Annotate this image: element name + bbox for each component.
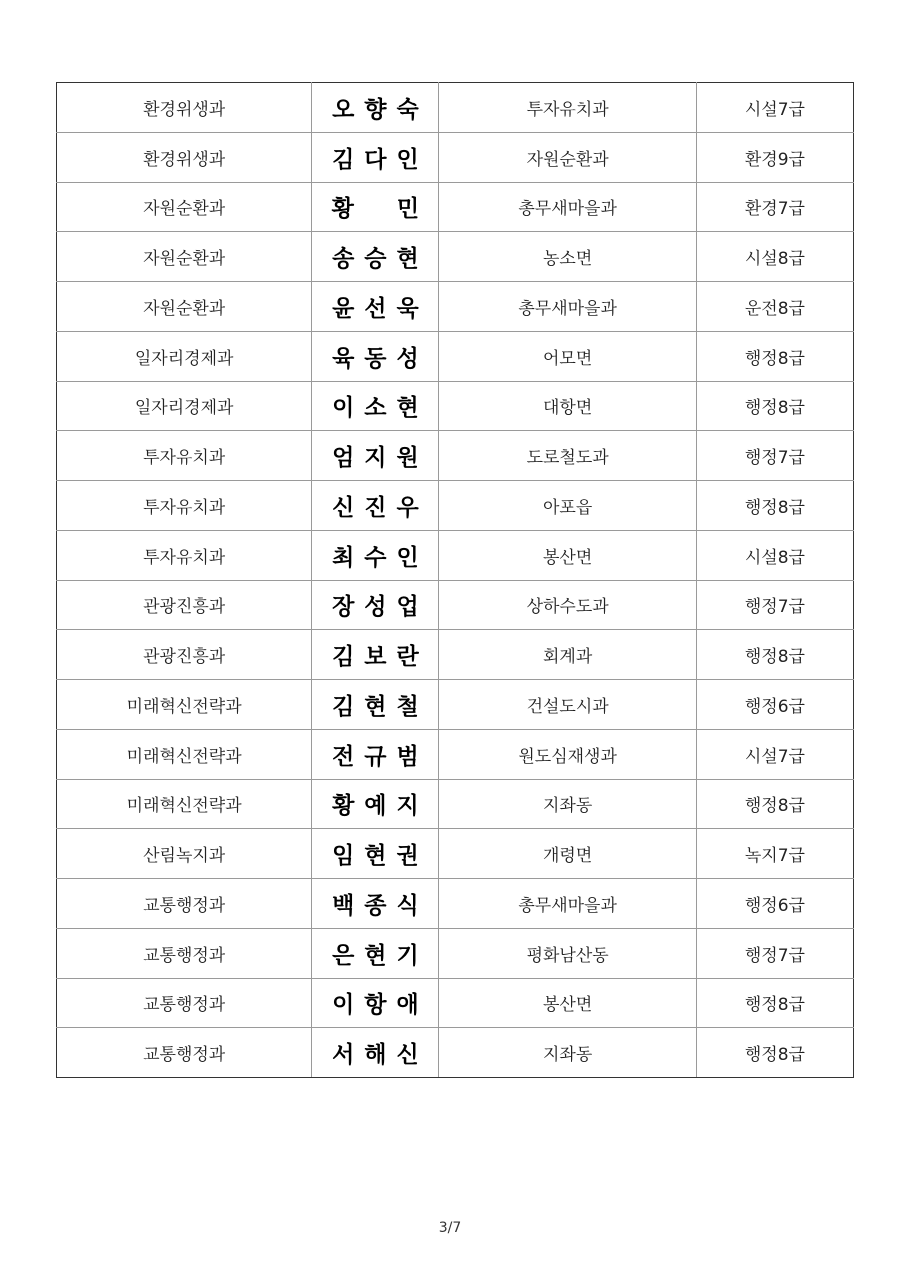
job-grade-cell: 행정8급 (696, 481, 853, 531)
job-grade-cell: 시설7급 (696, 83, 853, 133)
previous-department-cell: 자원순환과 (57, 232, 312, 282)
job-grade-cell: 행정7급 (696, 580, 853, 630)
table-row (57, 580, 854, 630)
previous-department-cell: 일자리경제과 (57, 381, 312, 431)
job-grade-cell: 시설7급 (696, 729, 853, 779)
previous-department-cell: 환경위생과 (57, 132, 312, 182)
new-department-cell: 도로철도과 (439, 431, 696, 481)
employee-name-cell: 서해신 (312, 1028, 439, 1078)
previous-department-cell: 일자리경제과 (57, 331, 312, 381)
employee-name-cell: 이항애 (312, 978, 439, 1028)
employee-name-cell: 윤선욱 (312, 282, 439, 332)
new-department-cell: 상하수도과 (439, 580, 696, 630)
new-department-cell: 봉산면 (439, 530, 696, 580)
job-grade-cell: 운전8급 (696, 282, 853, 332)
previous-department-cell: 교통행정과 (57, 978, 312, 1028)
page-number: 3/7 (438, 1220, 462, 1236)
table-row (57, 928, 854, 978)
previous-department-cell: 자원순환과 (57, 282, 312, 332)
employee-name-cell: 황예지 (312, 779, 439, 829)
previous-department-cell: 교통행정과 (57, 928, 312, 978)
new-department-cell: 지좌동 (439, 1028, 696, 1078)
table-row (57, 132, 854, 182)
new-department-cell: 어모면 (439, 331, 696, 381)
job-grade-cell: 행정8급 (696, 331, 853, 381)
new-department-cell: 투자유치과 (439, 83, 696, 133)
job-grade-cell: 환경7급 (696, 182, 853, 232)
new-department-cell: 총무새마을과 (439, 182, 696, 232)
job-grade-cell: 환경9급 (696, 132, 853, 182)
employee-name-cell: 장성업 (312, 580, 439, 630)
job-grade-cell: 행정8급 (696, 779, 853, 829)
new-department-cell: 자원순환과 (439, 132, 696, 182)
job-grade-cell: 행정7급 (696, 928, 853, 978)
previous-department-cell: 미래혁신전략과 (57, 680, 312, 730)
job-grade-cell: 시설8급 (696, 530, 853, 580)
table-row (57, 879, 854, 929)
previous-department-cell: 투자유치과 (57, 481, 312, 531)
table-row (57, 1028, 854, 1078)
table-row (57, 83, 854, 133)
previous-department-cell: 환경위생과 (57, 83, 312, 133)
job-grade-cell: 행정8급 (696, 978, 853, 1028)
employee-name-cell: 오향숙 (312, 83, 439, 133)
table-row (57, 232, 854, 282)
table-row (57, 381, 854, 431)
new-department-cell: 총무새마을과 (439, 879, 696, 929)
new-department-cell: 아포읍 (439, 481, 696, 531)
employee-name-cell: 송승현 (312, 232, 439, 282)
employee-name-cell: 김현철 (312, 680, 439, 730)
job-grade-cell: 녹지7급 (696, 829, 853, 879)
table-row (57, 779, 854, 829)
table-row (57, 331, 854, 381)
employee-name-cell: 전규범 (312, 729, 439, 779)
previous-department-cell: 투자유치과 (57, 431, 312, 481)
job-grade-cell: 행정7급 (696, 431, 853, 481)
employee-name-cell: 백종식 (312, 879, 439, 929)
table-row (57, 182, 854, 232)
previous-department-cell: 자원순환과 (57, 182, 312, 232)
employee-name-cell: 최수인 (312, 530, 439, 580)
new-department-cell: 지좌동 (439, 779, 696, 829)
new-department-cell: 회계과 (439, 630, 696, 680)
new-department-cell: 원도심재생과 (439, 729, 696, 779)
roster-body (57, 83, 854, 1078)
previous-department-cell: 교통행정과 (57, 1028, 312, 1078)
employee-name-cell: 황 민 (312, 182, 439, 232)
employee-name-cell: 육동성 (312, 331, 439, 381)
job-grade-cell: 행정8급 (696, 630, 853, 680)
new-department-cell: 봉산면 (439, 978, 696, 1028)
previous-department-cell: 미래혁신전략과 (57, 779, 312, 829)
previous-department-cell: 투자유치과 (57, 530, 312, 580)
previous-department-cell: 산림녹지과 (57, 829, 312, 879)
table-row (57, 282, 854, 332)
table-row (57, 630, 854, 680)
employee-name-cell: 김보란 (312, 630, 439, 680)
employee-name-cell: 김다인 (312, 132, 439, 182)
table-row (57, 680, 854, 730)
previous-department-cell: 관광진흥과 (57, 580, 312, 630)
job-grade-cell: 시설8급 (696, 232, 853, 282)
new-department-cell: 총무새마을과 (439, 282, 696, 332)
new-department-cell: 평화남산동 (439, 928, 696, 978)
new-department-cell: 대항면 (439, 381, 696, 431)
previous-department-cell: 미래혁신전략과 (57, 729, 312, 779)
new-department-cell: 건설도시과 (439, 680, 696, 730)
job-grade-cell: 행정8급 (696, 381, 853, 431)
employee-name-cell: 임현권 (312, 829, 439, 879)
job-grade-cell: 행정6급 (696, 879, 853, 929)
personnel-roster-table (56, 82, 854, 1078)
previous-department-cell: 관광진흥과 (57, 630, 312, 680)
new-department-cell: 개령면 (439, 829, 696, 879)
employee-name-cell: 이소현 (312, 381, 439, 431)
employee-name-cell: 엄지원 (312, 431, 439, 481)
new-department-cell: 농소면 (439, 232, 696, 282)
table-row (57, 829, 854, 879)
table-row (57, 978, 854, 1028)
table-row (57, 481, 854, 531)
table-row (57, 729, 854, 779)
previous-department-cell: 교통행정과 (57, 879, 312, 929)
table-row (57, 431, 854, 481)
employee-name-cell: 신진우 (312, 481, 439, 531)
employee-name-cell: 은현기 (312, 928, 439, 978)
job-grade-cell: 행정8급 (696, 1028, 853, 1078)
job-grade-cell: 행정6급 (696, 680, 853, 730)
table-row (57, 530, 854, 580)
